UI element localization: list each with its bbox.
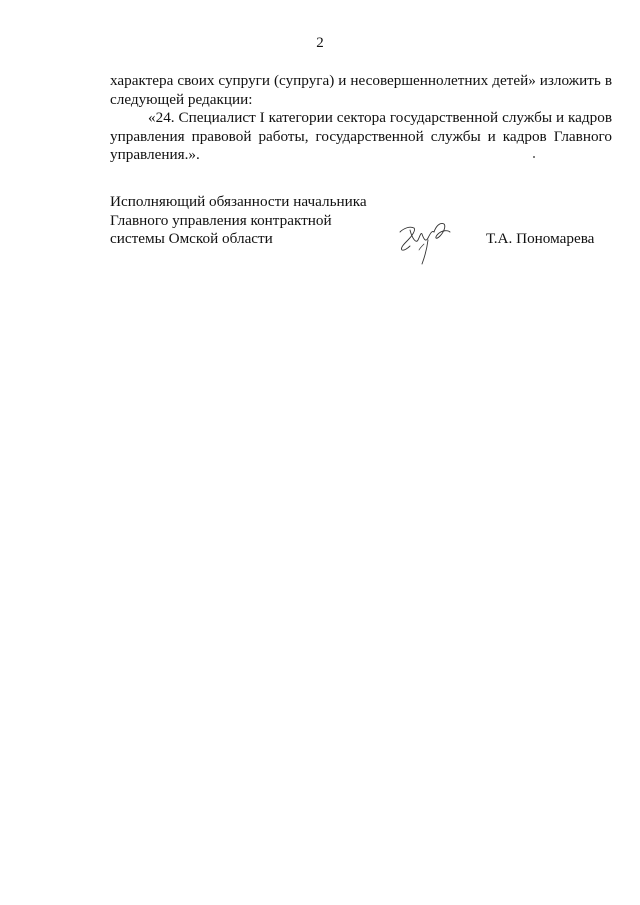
- body-paragraph-2: «24. Специалист I категории сектора государственной службы и кадров управления правовой работы, государственной службы и кадров Главного управления.».: [110, 109, 612, 164]
- handwritten-signature: [394, 218, 458, 270]
- page-number: 2: [316, 35, 324, 51]
- position-line-3: системы Омской области: [110, 230, 273, 248]
- position-line-1: Исполняющий обязанности начальника: [110, 193, 367, 210]
- signatory-position: [110, 193, 410, 249]
- body-paragraph-1: характера своих супруги (супруга) и несовершеннолетних детей» изложить в следующей редакции:: [110, 72, 612, 108]
- signer-name: Т.А. Пономарева: [486, 230, 595, 247]
- document-body: [110, 72, 612, 165]
- position-line-2: Главного управления контрактной: [110, 211, 332, 229]
- stray-dot-mark: [533, 156, 535, 158]
